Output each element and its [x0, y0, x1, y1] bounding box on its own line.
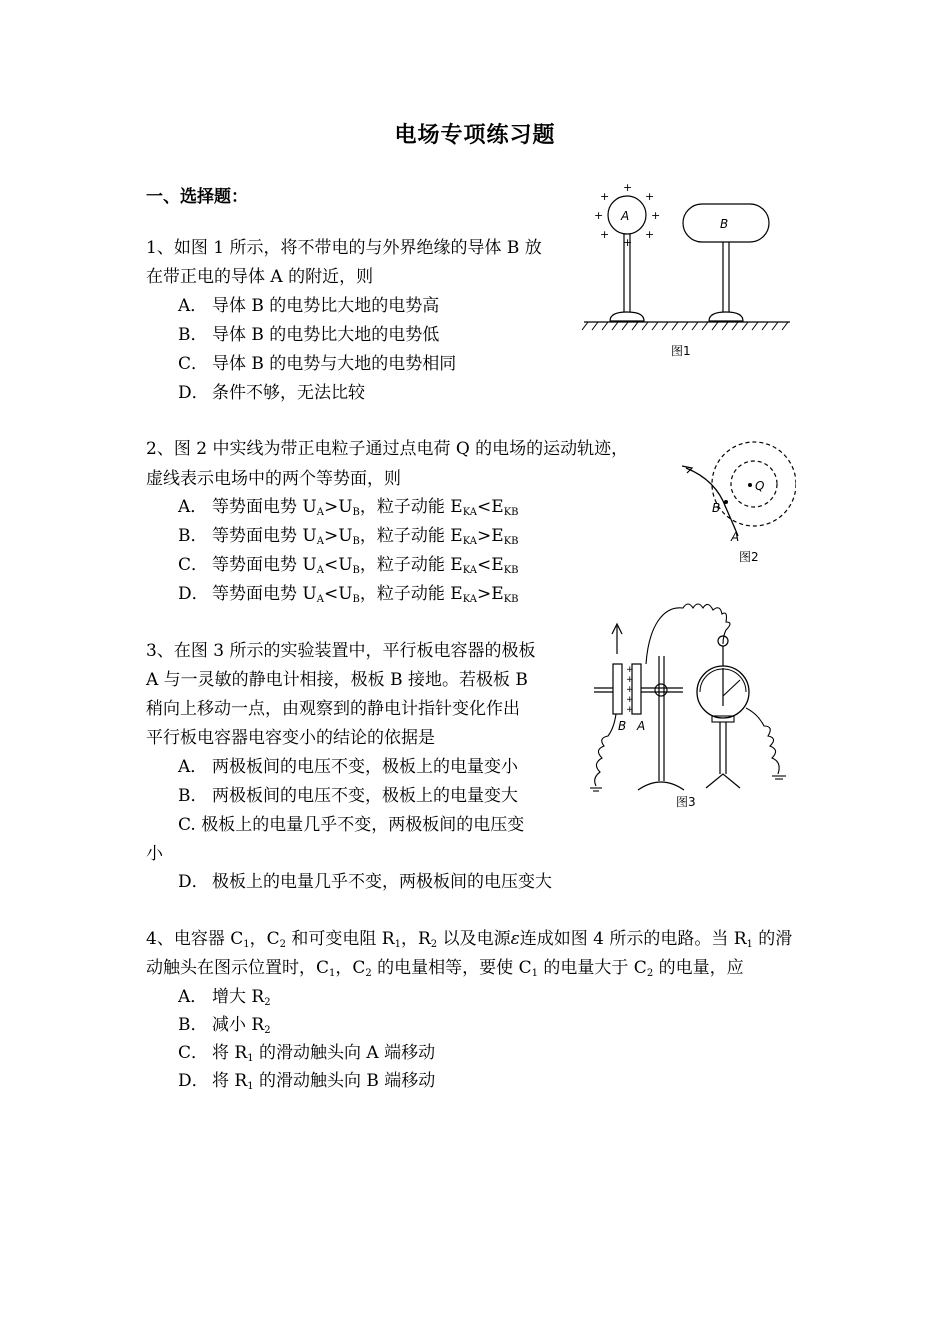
q1-option-b: B． 导体 B 的电势比大地的电势低	[178, 325, 440, 345]
svg-text:+: +	[600, 228, 610, 241]
q3-stem-line1: 3、在图 3 所示的实验装置中，平行板电容器的极板	[146, 641, 536, 661]
q3-stem-line4: 平行板电容器电容变小的结论的依据是	[146, 728, 435, 748]
svg-text:+: +	[626, 665, 634, 675]
q1-stem-line1: 1、如图 1 所示，将不带电的与外界绝缘的导体 B 放	[146, 238, 542, 258]
q1-option-c: C． 导体 B 的电势与大地的电势相同	[178, 354, 457, 374]
fig3-caption: 图3	[676, 795, 696, 809]
section-heading: 一、选择题：	[146, 187, 248, 207]
q4-option-d: D． 将 $R_1$ 的滑动触头向 B 端移动	[178, 1071, 436, 1092]
svg-text:+: +	[626, 685, 634, 695]
q3-option-b: B． 两极板间的电压不变，极板上的电量变大	[178, 786, 518, 806]
q4-option-c: C． 将 $R_1$ 的滑动触头向 A 端移动	[178, 1043, 436, 1064]
fig2-label-a: A	[731, 530, 740, 544]
svg-text:+: +	[600, 190, 610, 203]
figure-1	[580, 180, 800, 365]
svg-text:+: +	[645, 228, 655, 241]
q2-stem-line2: 虚线表示电场中的两个等势面，则	[146, 469, 401, 489]
svg-text:+: +	[594, 209, 604, 222]
q2-option-b: B． 等势面电势 $U_A>U_B$，粒子动能 $E_{KA}>E_{KB}$	[178, 526, 519, 547]
fig3-label-b: B	[618, 719, 627, 733]
figure-2	[676, 440, 796, 570]
q2-option-d: D． 等势面电势 $U_A<U_B$，粒子动能 $E_{KA}>E_{KB}$	[178, 584, 519, 605]
q1-option-d: D． 条件不够，无法比较	[178, 383, 365, 403]
q4-stem-line2: 动触头在图示位置时，$C_1$，$C_2$ 的电量相等，要使 $C_1$ 的电量大于 $C_2$ 的电量，应	[146, 958, 744, 979]
fig1-label-b: B	[720, 217, 729, 231]
svg-text:+: +	[623, 181, 633, 194]
q3-option-c: C. 极板上的电量几乎不变，两极板间的电压变	[178, 815, 525, 835]
q1-stem-line2: 在带正电的导体 A 的附近，则	[146, 267, 374, 287]
svg-text:+: +	[645, 190, 655, 203]
page-title: 电场专项练习题	[394, 122, 556, 148]
fig3-label-a: A	[637, 719, 646, 733]
q3-option-d: D． 极板上的电量几乎不变，两极板间的电压变大	[178, 872, 552, 892]
fig2-caption: 图2	[739, 550, 759, 564]
q3-option-c-wrap: 小	[146, 844, 163, 864]
q2-option-c: C． 等势面电势 $U_A<U_B$，粒子动能 $E_{KA}<E_{KB}$	[178, 555, 519, 576]
svg-text:+: +	[651, 209, 661, 222]
q3-stem-line3: 稍向上移动一点，由观察到的静电计指针变化作出	[146, 699, 520, 719]
svg-text:+: +	[626, 675, 634, 685]
q4-option-b: B． 减小 $R_2$	[178, 1015, 271, 1036]
q4-option-a: A． 增大 $R_2$	[178, 987, 271, 1008]
q1-option-a: A． 导体 B 的电势比大地的电势高	[178, 296, 440, 316]
figure-3	[588, 596, 803, 816]
q4-stem-line1: 4、电容器 $C_1$，$C_2$ 和可变电阻 $R_1$，$R_2$ 以及电源ε连成如图 4 所示的电路。当 $R_1$ 的滑	[146, 929, 793, 950]
fig1-label-a: A	[621, 209, 630, 223]
svg-text:+: +	[626, 705, 634, 715]
q3-stem-line2: A 与一灵敏的静电计相接，极板 B 接地。若极板 B	[146, 670, 528, 690]
q2-option-a: A． 等势面电势 $U_A>U_B$，粒子动能 $E_{KA}<E_{KB}$	[178, 497, 519, 518]
fig1-caption: 图1	[671, 344, 691, 358]
svg-text:+: +	[626, 695, 634, 705]
q2-stem-line1: 2、图 2 中实线为带正电粒子通过点电荷 Q 的电场的运动轨迹，	[146, 439, 629, 459]
fig2-label-q: Q	[755, 479, 765, 493]
q3-option-a: A． 两极板间的电压不变，极板上的电量变小	[178, 757, 518, 777]
svg-text:+: +	[623, 236, 633, 249]
fig2-label-b: B	[712, 501, 721, 515]
